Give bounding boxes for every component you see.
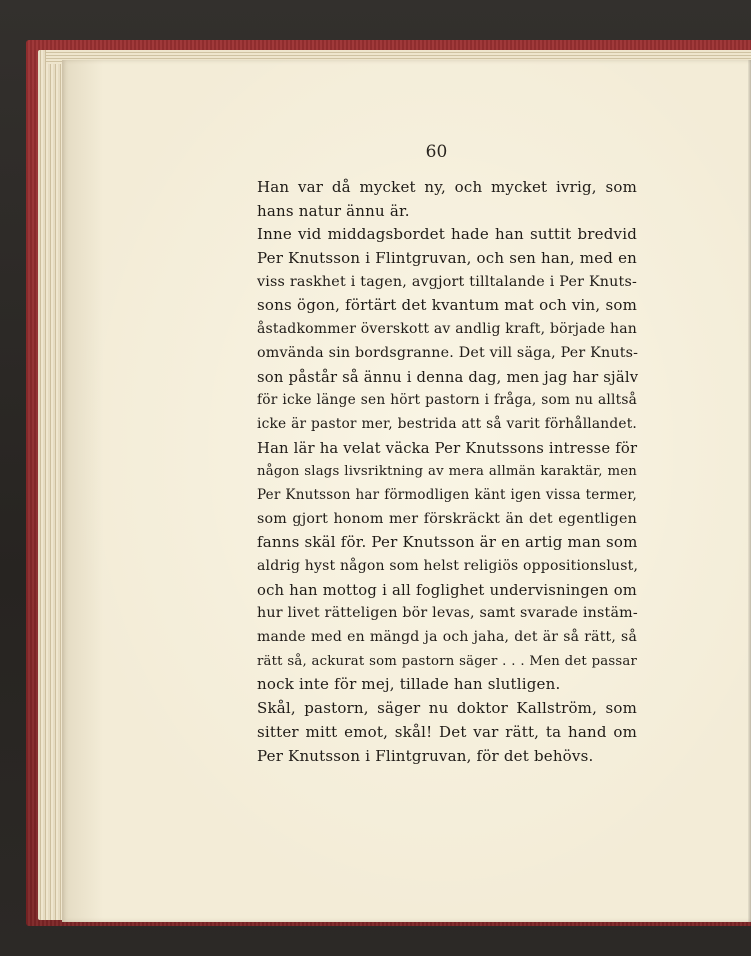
text-line: som gjort honom mer förskräckt än det egentligen xyxy=(257,510,637,527)
text-line: son påstår så ännu i denna dag, men jag har själv xyxy=(257,368,639,386)
text-line: sitter mitt emot, skål! Det var rätt, ta hand om xyxy=(257,722,637,741)
text-line: Per Knutsson i Flintgruvan, för det behövs. xyxy=(257,746,594,765)
text-line: icke är pastor mer, bestrida att så varit förhållandet. xyxy=(257,415,637,432)
text-line: omvända sin bordsgranne. Det vill säga, Per Knuts- xyxy=(257,344,639,361)
text-line: mande med en mängd ja och jaha, det är så rätt, så xyxy=(257,629,637,646)
text-line: viss raskhet i tagen, avgjort tilltalande i Per Knuts- xyxy=(257,273,637,290)
text-line: fanns skäl för. Per Knutsson är en artig man som xyxy=(257,533,638,552)
text-line: sons ögon, förtärt det kvantum mat och vin, som xyxy=(257,296,637,315)
text-line: Skål, pastorn, säger nu doktor Kallström, som xyxy=(257,699,637,718)
body-text xyxy=(257,176,637,768)
text-line: någon slags livsriktning av mera allmän karaktär, men xyxy=(257,464,637,480)
text-line: aldrig hyst någon som helst religiös oppositionslust, xyxy=(257,558,639,574)
book-page xyxy=(62,60,751,922)
text-line: nock inte för mej, tillade han slutligen. xyxy=(257,675,561,694)
text-line: hans natur ännu är. xyxy=(257,201,410,220)
text-line: Per Knutsson har förmodligen känt igen vissa termer, xyxy=(257,486,637,503)
text-line: Han lär ha velat väcka Per Knutssons intresse för xyxy=(257,439,638,457)
text-line: Per Knutsson i Flintgruvan, och sen han, med en xyxy=(257,249,638,268)
text-line: åstadkommer överskott av andlig kraft, började han xyxy=(257,321,637,338)
page-number: 60 xyxy=(425,142,448,162)
text-line: Inne vid middagsbordet hade han suttit bredvid xyxy=(257,225,637,244)
text-line: rätt så, ackurat som pastorn säger . . . Men det passar xyxy=(257,653,637,669)
text-line: för icke länge sen hört pastorn i fråga, som nu alltså xyxy=(257,392,637,409)
text-line: Han var då mycket ny, och mycket ivrig, som xyxy=(257,178,637,196)
text-line: och han mottog i all foglighet undervisningen om xyxy=(257,581,637,599)
text-line: hur livet rätteligen bör levas, samt svarade instäm- xyxy=(257,605,638,622)
